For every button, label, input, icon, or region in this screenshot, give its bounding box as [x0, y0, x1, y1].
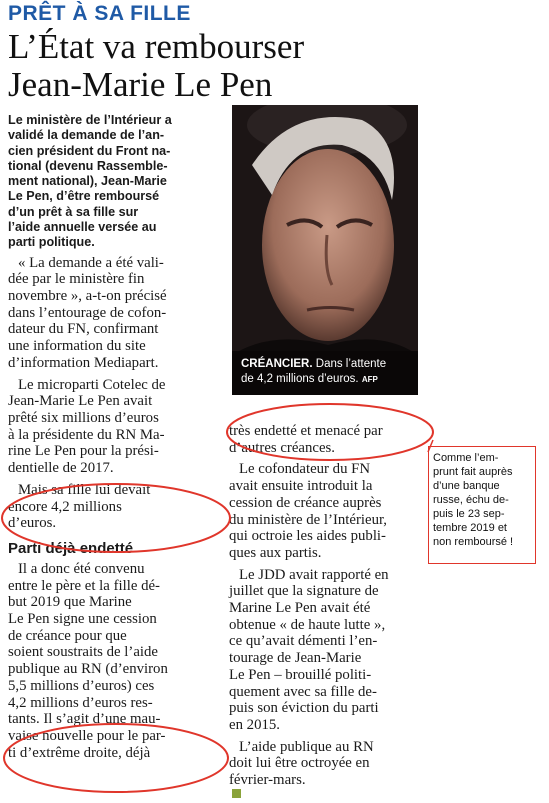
body-paragraph — [229, 461, 419, 561]
body-line: but 2019 que Marine — [8, 594, 132, 611]
headline — [8, 28, 428, 104]
photo-credit: AFP — [361, 375, 378, 384]
body-line: novembre », a-t-on précisé — [8, 288, 167, 305]
body-line-text: février-mars. — [229, 772, 306, 789]
headline-line: Jean-Marie Le Pen — [8, 65, 273, 104]
body-line: entre le père et la fille dé- — [8, 577, 160, 594]
body-line: Mais sa fille lui devait — [18, 481, 151, 498]
left-column — [8, 113, 220, 766]
end-of-article-mark — [232, 789, 241, 798]
caption-label: CRÉANCIER. — [241, 358, 313, 370]
body-line: Le cofondateur du FN — [239, 461, 371, 478]
body-line: rine Le Pen pour la prési- — [8, 443, 159, 460]
subheading: Parti déjà endetté — [8, 539, 134, 557]
body-line: cession de créance auprès — [229, 494, 382, 511]
body-line: doit lui être octroyée en — [229, 755, 370, 772]
body-line: dentielle de 2017. — [8, 460, 114, 477]
lead-paragraph — [8, 113, 220, 251]
body-line: dans l’entourage de cofon- — [8, 304, 167, 321]
body-paragraph — [8, 377, 220, 477]
body-line: juillet que la signature de — [229, 583, 379, 600]
body-line: de créance pour que — [8, 627, 127, 644]
note-line: non remboursé ! — [433, 536, 514, 548]
body-line: obtenue « de haute lutte », — [229, 616, 386, 633]
body-line: d’information Mediapart. — [8, 354, 159, 371]
body-paragraph — [8, 482, 220, 532]
caption-text: de 4,2 millions d’euros. — [241, 373, 359, 385]
body-line: Jean-Marie Le Pen avait — [8, 393, 153, 410]
body-paragraph — [8, 255, 220, 372]
lead-line: tional (devenu Rassemble- — [8, 158, 168, 173]
body-line: L’aide publique au RN — [239, 738, 374, 755]
lead-line: l’aide annuelle versée au — [8, 220, 157, 235]
body-line: à la présidente du RN Ma- — [8, 426, 165, 443]
body-line: encore 4,2 millions — [8, 498, 122, 515]
body-line: très endetté et menacé par — [229, 423, 383, 439]
annotation-note — [428, 446, 536, 564]
kicker: PRÊT À SA FILLE — [8, 2, 191, 25]
body-line — [229, 772, 419, 798]
headline-line: L’État va rembourser — [8, 27, 305, 66]
body-line: « La demande a été vali- — [18, 254, 164, 271]
photo-caption — [232, 351, 418, 395]
body-paragraph — [8, 561, 220, 761]
body-line: dée par le ministère fin — [8, 271, 145, 288]
body-line: avait ensuite introduit la — [229, 478, 373, 495]
body-line: tourage de Jean-Marie — [229, 650, 362, 667]
body-line: ce qu’avait démenti l’en- — [229, 633, 378, 650]
body-line: quement avec sa fille de- — [229, 683, 377, 700]
lead-line: Le Pen, d’être remboursé — [8, 189, 160, 204]
lead-line: cien président du Front na- — [8, 143, 171, 158]
body-line: du ministère de l’Intérieur, — [229, 511, 388, 528]
body-line: Il a donc été convenu — [18, 560, 145, 577]
body-paragraph — [229, 567, 419, 734]
caption-text: Dans l’attente — [315, 358, 387, 370]
right-column — [229, 423, 419, 803]
portrait-photo — [232, 105, 418, 395]
note-line: prunt fait auprès — [433, 466, 513, 478]
body-line: une information du site — [8, 338, 146, 355]
body-line: dateur du FN, confirmant — [8, 321, 159, 338]
lead-line: d’un prêt à sa fille sur — [8, 204, 139, 219]
body-line: tants. Il s’agit d’une mau- — [8, 711, 161, 728]
body-line: 4,2 millions d’euros res- — [8, 694, 153, 711]
body-line: en 2015. — [229, 716, 280, 733]
body-line: puis son éviction du parti — [229, 700, 379, 717]
body-line: ques aux partis. — [229, 544, 322, 561]
lead-line: parti politique. — [8, 235, 95, 250]
body-line: d’autres créances. — [229, 439, 335, 456]
body-line: d’euros. — [8, 515, 57, 532]
body-line: 5,5 millions d’euros) ces — [8, 677, 155, 694]
body-line: Le microparti Cotelec de — [18, 376, 166, 393]
body-line: vaise nouvelle pour le par- — [8, 727, 166, 744]
note-line: tembre 2019 et — [433, 522, 507, 534]
body-line: Le Pen – brouillé politi- — [229, 666, 372, 683]
body-paragraph — [229, 739, 419, 798]
body-line: Le JDD avait rapporté en — [239, 566, 389, 583]
body-line: soient soustraits de l’aide — [8, 644, 158, 661]
body-line: prêté six millions d’euros — [8, 410, 159, 426]
note-line: russe, échu de- — [433, 494, 509, 506]
note-line: Comme l’em- — [433, 452, 499, 464]
lead-line: ment national), Jean-Marie — [8, 174, 167, 189]
note-line: puis le 23 sep- — [433, 508, 505, 520]
lead-line: validé la demande de l’an- — [8, 128, 165, 143]
lead-line: Le ministère de l’Intérieur a — [8, 113, 172, 127]
body-line: Le Pen signe une cession — [8, 611, 157, 628]
note-line: d’une banque — [433, 480, 500, 492]
body-line: ti d’extrême droite, déjà — [8, 744, 151, 761]
body-line: publique au RN (d’environ — [8, 661, 168, 678]
body-paragraph — [229, 423, 419, 456]
body-line: Marine Le Pen avait été — [229, 600, 371, 617]
body-line: qui octroie les aides publi- — [229, 528, 386, 545]
